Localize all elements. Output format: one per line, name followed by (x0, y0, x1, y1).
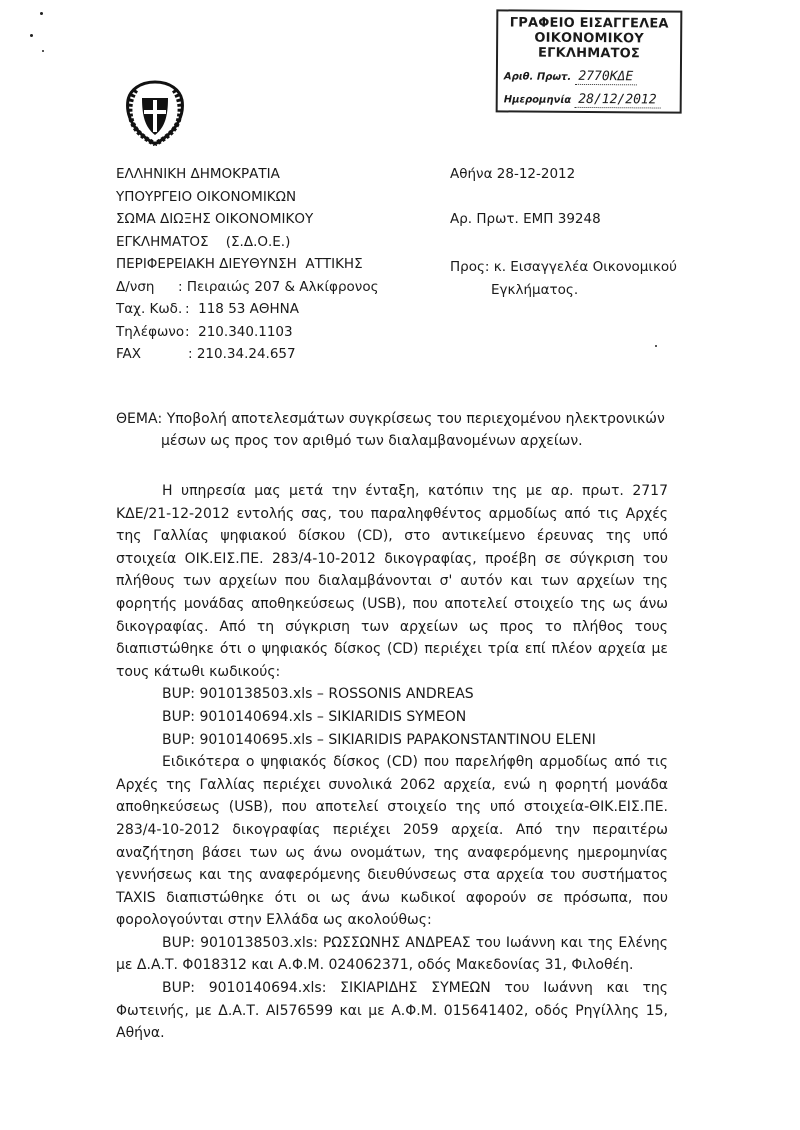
letter-body (116, 480, 668, 1045)
file-code-3: BUP: 9010140695.xls – SIKIARIDIS PAPAKONSTANTINOU ELENI (162, 731, 596, 748)
file-code-1: BUP: 9010138503.xls – ROSSONIS ANDREAS (162, 686, 474, 703)
body-paragraph-4: BUP: 9010140694.xls: ΣΙΚΙΑΡΙΔΗΣ ΣΥΜΕΩΝ του Ιωάννη και της Φωτεινής, με Δ.Α.Τ. ΑΙ576599 και με Α.Φ.Μ. 015641402, οδός Ρηγίλλης 15, Αθήνα. (116, 980, 668, 1042)
stamp-protocol-row (504, 68, 674, 84)
body-paragraph-1: Η υπηρεσία μας μετά την ένταξη, κατόπιν της με αρ. πρωτ. 2717 ΚΔΕ/21-12-2012 εντολής σας, του παραληφθέντος αρμοδίως από τις Αρχές της Γαλλίας ψηφιακού δίσκου (CD), στο αντικείμενο έρευνας της υπό στοιχεία ΟΙΚ.ΕΙΣ.ΠΕ. 283/4-10-2012 δικογραφίας, προέβη σε σύγκριση του πλήθους των αρχείων που διαλαμβάνονται σ' αυτόν και των αρχείων της φορητής μονάδας αποθηκεύσεως (USB), που αποτελεί στοιχείο της ως άνω δικογραφίας. Από τη σύγκριση των αρχείων ως προς το πλήθος τους διαπιστώθηκε ότι ο ψηφιακός δίσκος (CD) περιέχει τρία επί πλέον αρχεία με τους κάτωθι κωδικούς: (116, 483, 668, 680)
address-row (116, 276, 416, 299)
recipient-block (450, 163, 780, 301)
subject-line2: μέσων ως προς τον αριθμό των διαλαμβανομένων αρχείων. (161, 433, 583, 449)
subject-line1: ΘΕΜΑ: Υποβολή αποτελεσμάτων συγκρίσεως του περιεχομένου ηλεκτρονικών (116, 411, 665, 427)
file-code-2: BUP: 9010140694.xls – SIKIARIDIS SYMEON (162, 708, 467, 725)
sender-block (116, 163, 416, 366)
stamp-title-line1: ΓΡΑΦΕΙΟ ΕΙΣΑΓΓΕΛΕΑ (509, 15, 669, 32)
body-paragraph-2: Ειδικότερα ο ψηφιακός δίσκος (CD) που παρελήφθη αρμοδίως από τις Αρχές της Γαλλίας περιέχει συνολικά 2062 αρχεία, ενώ η φορητή μονάδα αποθηκεύσεως (USB), που αποτελεί στοιχείο της υπό στοιχεία-ΘΙΚ.ΕΙΣ.ΠΕ. 283/4-10-2012 δικογραφίας περιέχει 2059 αρχεία. Από την περαιτέρω αναζήτηση βάσει των ως άνω ονομάτων, της αναφερόμενης ημερομηνίας γεννήσεως και της αναφερόμενης διευθύνσεως στα αρχεία του συστήματος TAXIS διαπιστώθηκε ότι οι ως άνω κωδικοί αφορούν σε πρόσωπα, που φορολογούνται στην Ελλάδα ως ακολούθως: (116, 754, 668, 929)
sender-line-service: ΣΩΜΑ ΔΙΩΞΗΣ ΟΙΚΟΝΟΜΙΚΟΥ (116, 211, 314, 227)
phone-label: Τηλέφωνο (116, 323, 185, 340)
stamp-date-value: 28/12/2012 (574, 92, 660, 109)
subject-block (116, 408, 676, 452)
stamp-date-row (504, 91, 674, 107)
address-value: : Πειραιώς 207 & Αλκίφρονος (178, 278, 379, 295)
fax-value: : 210.34.24.657 (188, 346, 296, 362)
fax-label: FAX (116, 346, 142, 362)
stamp-protocol-label: Αριθ. Πρωτ. (503, 71, 572, 83)
sender-line-ministry: ΥΠΟΥΡΓΕΙΟ ΟΙΚΟΝΟΜΙΚΩΝ (116, 188, 297, 205)
greek-coat-of-arms-icon (122, 80, 188, 146)
recipient-line2: Εγκλήματος. (491, 281, 579, 298)
postcode-label: Ταχ. Κωδ. (116, 301, 183, 317)
address-label: Δ/νση (116, 278, 155, 295)
sender-line-regional: ΠΕΡΙΦΕΡΕΙΑΚΗ ΔΙΕΥΘΥΝΣΗ ΑΤΤΙΚΗΣ (116, 256, 363, 272)
stamp-title-line2: ΟΙΚΟΝΟΜΙΚΟΥ ΕΓΚΛΗΜΑΤΟΣ (534, 30, 644, 62)
postcode-value: : 118 53 ΑΘΗΝΑ (185, 301, 300, 317)
recipient-line1: Προς: κ. Εισαγγελέα Οικονομικού (450, 259, 677, 275)
registry-stamp (496, 9, 683, 113)
body-paragraph-3: BUP: 9010138503.xls: ΡΩΣΣΩΝΗΣ ΑΝΔΡΕΑΣ του Ιωάννη και της Ελένης με Δ.Α.Τ. Φ018312 και Α.Φ.Μ. 024062371, οδός Μακεδονίας 31, Φιλοθέη. (116, 934, 668, 974)
stamp-date-label: Ημερομηνία (503, 94, 572, 106)
sender-line-service-abbr: ΕΓΚΛΗΜΑΤΟΣ (Σ.Δ.Ο.Ε.) (116, 233, 291, 250)
postcode-row (116, 298, 416, 321)
phone-row (116, 321, 416, 344)
fax-row (116, 343, 416, 366)
document-protocol-number: Αρ. Πρωτ. ΕΜΠ 39248 (450, 210, 601, 227)
sender-line-republic: ΕΛΛΗΝΙΚΗ ΔΗΜΟΚΡΑΤΙΑ (116, 166, 280, 182)
document-date: Αθήνα 28-12-2012 (450, 166, 576, 182)
phone-value: : 210.340.1103 (185, 323, 293, 340)
stamp-protocol-value: 2770ΚΔΕ (574, 69, 637, 85)
